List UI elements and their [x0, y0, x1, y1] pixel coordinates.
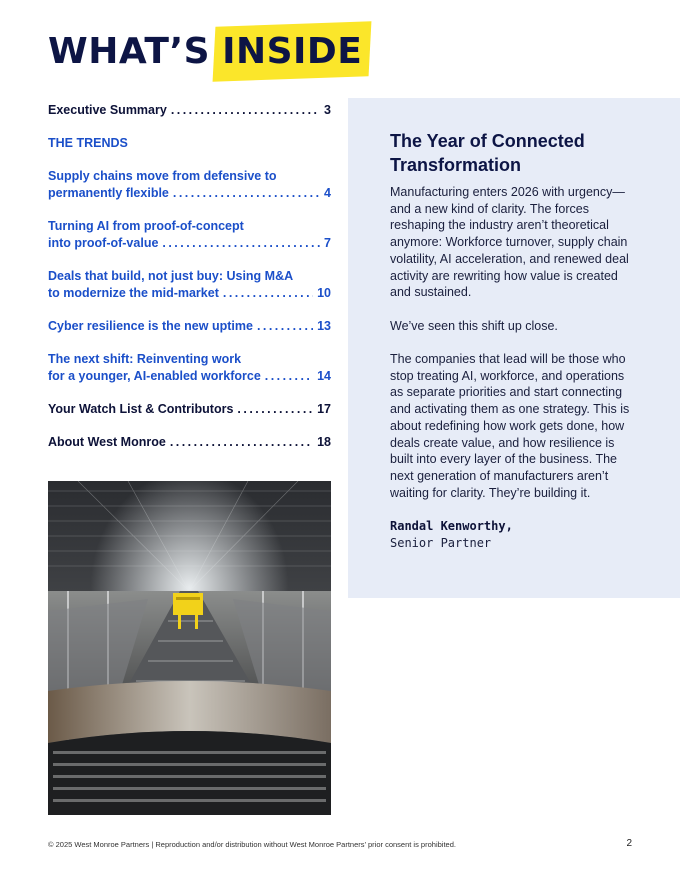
toc-page-number: 14: [317, 369, 331, 383]
toc-label: About West Monroe: [48, 435, 166, 449]
toc-label-line1: Deals that build, not just buy: Using M&A: [48, 269, 294, 283]
panel-paragraph-3: The companies that lead will be those who stop treating AI, workforce, and operations as separate priorities and start connecting and activating them as one strategy. This is about redefining how work gets done, how deals create value, and how resilience is built into every layer of the business. The next generation of manufacturers aren’t waiting for clarity. They’re building it.: [390, 352, 630, 500]
toc-page-number: 4: [324, 186, 331, 200]
toc-label: Cyber resilience is the new uptime: [48, 319, 253, 333]
page-number: 2: [626, 838, 632, 849]
footer-copyright: © 2025 West Monroe Partners | Reproduction and/or distribution without West Monroe Partners’ prior consent is prohibited.: [48, 840, 456, 849]
toc-page-number: 13: [317, 319, 331, 333]
toc-label-line2: permanently flexible: [48, 186, 169, 200]
table-of-contents: [48, 102, 331, 451]
toc-trend-deals[interactable]: [48, 268, 331, 302]
panel-body: [390, 184, 638, 552]
toc-page-number: 10: [317, 286, 331, 300]
signature-title: Senior Partner: [390, 536, 492, 551]
toc-dot-leader: [171, 102, 320, 119]
panel-heading: The Year of Connected Transformation: [390, 131, 585, 175]
toc-dot-leader: [257, 318, 313, 335]
toc-watch-list[interactable]: [48, 401, 331, 418]
title-highlight-text: INSIDE: [222, 31, 363, 72]
toc-trend-workforce[interactable]: [48, 351, 331, 385]
toc-dot-leader: [170, 434, 313, 451]
toc-section-heading-trends: THE TRENDS: [48, 136, 128, 150]
toc-page-number: 18: [317, 435, 331, 449]
toc-trend-cyber[interactable]: [48, 318, 331, 335]
toc-dot-leader: [162, 235, 320, 252]
signature-name: Randal Kenworthy,: [390, 519, 513, 534]
toc-label-line1: Turning AI from proof-of-concept: [48, 219, 244, 233]
toc-dot-leader: [265, 368, 313, 385]
toc-dot-leader: [237, 401, 313, 418]
toc-trend-supply-chains[interactable]: [48, 168, 331, 202]
toc-label: Executive Summary: [48, 103, 167, 117]
panel-paragraph-1: Manufacturing enters 2026 with urgency—and a new kind of clarity. The forces reshaping the industry aren’t theoretical anymore: Workforce turnover, supply chain volatility, AI acceleration, and renewed deal activity are rewriting how value is created and sustained.: [390, 185, 629, 300]
toc-page-number: 3: [324, 103, 331, 117]
toc-label-line2: for a younger, AI-enabled workforce: [48, 369, 261, 383]
intro-panel: [348, 98, 680, 598]
toc-page-number: 7: [324, 236, 331, 250]
toc-label-line2: to modernize the mid-market: [48, 286, 219, 300]
toc-label-line1: The next shift: Reinventing work: [48, 352, 242, 366]
toc-trend-ai[interactable]: [48, 218, 331, 252]
warehouse-conveyor-photo: [48, 481, 331, 815]
toc-label-line2: into proof-of-value: [48, 236, 159, 250]
toc-label: Your Watch List & Contributors: [48, 402, 234, 416]
panel-paragraph-2: We’ve seen this shift up close.: [390, 318, 558, 333]
toc-page-number: 17: [317, 402, 331, 416]
page-title: [48, 28, 370, 76]
title-word-inside-highlighted: [214, 28, 370, 76]
toc-label-line1: Supply chains move from defensive to: [48, 169, 277, 183]
title-word-whats: WHAT’S: [48, 31, 211, 72]
toc-dot-leader: [173, 185, 320, 202]
toc-dot-leader: [223, 285, 313, 302]
toc-executive-summary[interactable]: [48, 102, 331, 119]
toc-about[interactable]: [48, 434, 331, 451]
